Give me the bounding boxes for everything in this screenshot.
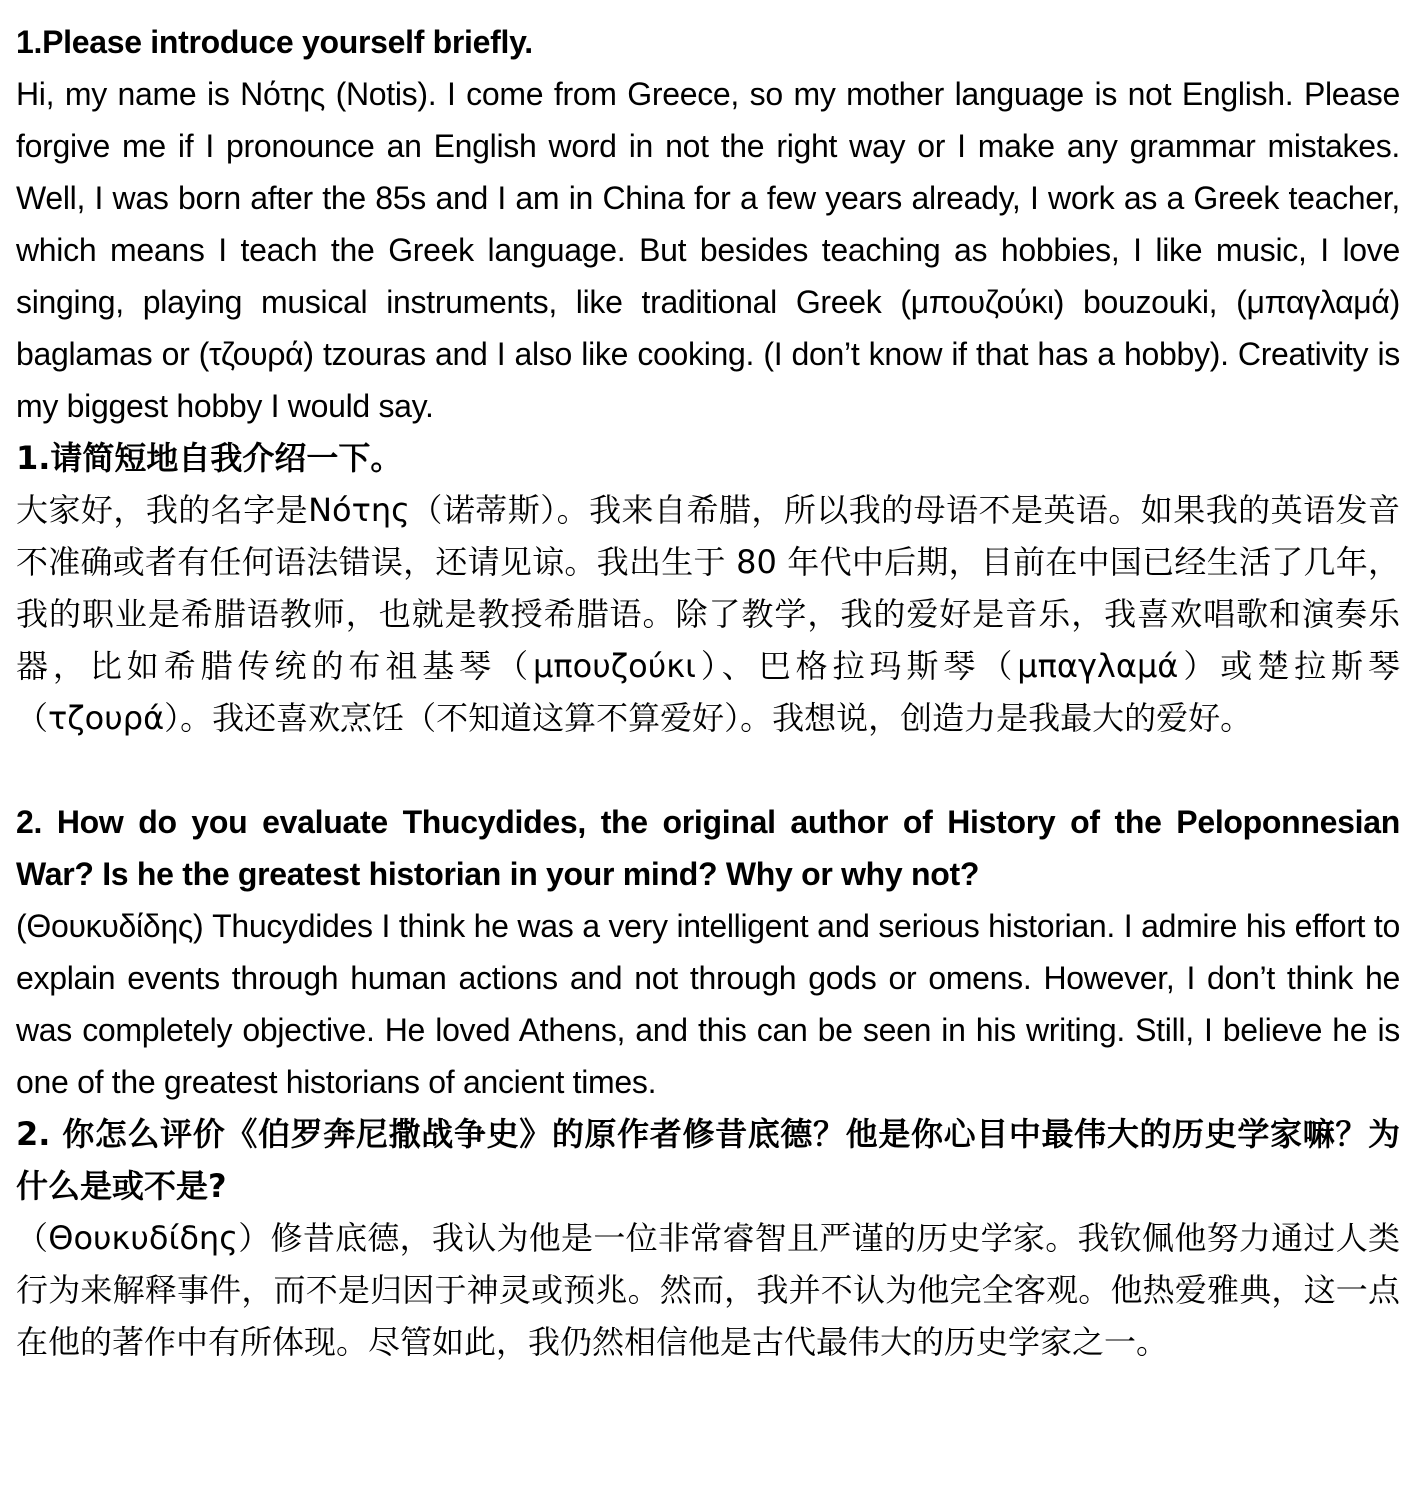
q1-question-en: 1.Please introduce yourself briefly. [16, 24, 533, 60]
section-spacer [16, 744, 1400, 796]
q2-answer-zh: （Θουκυδίδης）修昔底德，我认为他是一位非常睿智且严谨的历史学家。我钦佩他努力通过人类行为来解释事件，而不是归因于神灵或预兆。然而，我并不认为他完全客观。他热爱雅典，这一点在他的著作中有所体现。尽管如此，我仍然相信他是古代最伟大的历史学家之一。 [16, 1219, 1400, 1361]
q1-question-zh: 1.请简短地自我介绍一下。 [16, 439, 403, 477]
q1-answer-en: Hi, my name is Νότης (Notis). I come from Greece, so my mother language is not English. Please forgive me if I pronounce an English word in not the right way or I make any grammar mistakes. Well, I was born after the 85s and I am in China for a few years already, I work as a Greek teacher, which means I teach the Greek language. But besides teaching as hobbies, I like music, I love singing, playing musical instruments, like traditional Greek (μπουζούκι) bouzouki, (μπαγλαμά) baglamas or (τζουρά) tzouras and I also like cooking. (I don’t know if that has a hobby). Creativity is my biggest hobby I would say. [16, 76, 1400, 424]
q1-answer-zh: 大家好，我的名字是Νότης（诺蒂斯）。我来自希腊，所以我的母语不是英语。如果我的英语发音不准确或者有任何语法错误，还请见谅。我出生于 80 年代中后期，目前在中国已经生活了几年，我的职业是希腊语教师，也就是教授希腊语。除了教学，我的爱好是音乐，我喜欢唱歌和演奏乐器，比如希腊传统的布祖基琴（μπουζούκι）、巴格拉玛斯琴（μπαγλαμά）或楚拉斯琴（τζουρά）。我还喜欢烹饪（不知道这算不算爱好）。我想说，创造力是我最大的爱好。 [16, 491, 1400, 737]
interview-document [16, 16, 1400, 1368]
q1-section [16, 16, 1400, 744]
q2-answer-en: (Θουκυδίδης) Thucydides I think he was a very intelligent and serious historian. I admire his effort to explain events through human actions and not through gods or omens. However, I don’t think he was completely objective. He loved Athens, and this can be seen in his writing. Still, I believe he is one of the greatest historians of ancient times. [16, 908, 1400, 1100]
q2-section [16, 796, 1400, 1368]
q2-question-en: 2. How do you evaluate Thucydides, the original author of History of the Peloponnesian War? Is he the greatest historian in your mind? Why or why not? [16, 804, 1400, 892]
q2-question-zh: 2. 你怎么评价《伯罗奔尼撒战争史》的原作者修昔底德？他是你心目中最伟大的历史学家嘛？为什么是或不是? [16, 1115, 1400, 1205]
